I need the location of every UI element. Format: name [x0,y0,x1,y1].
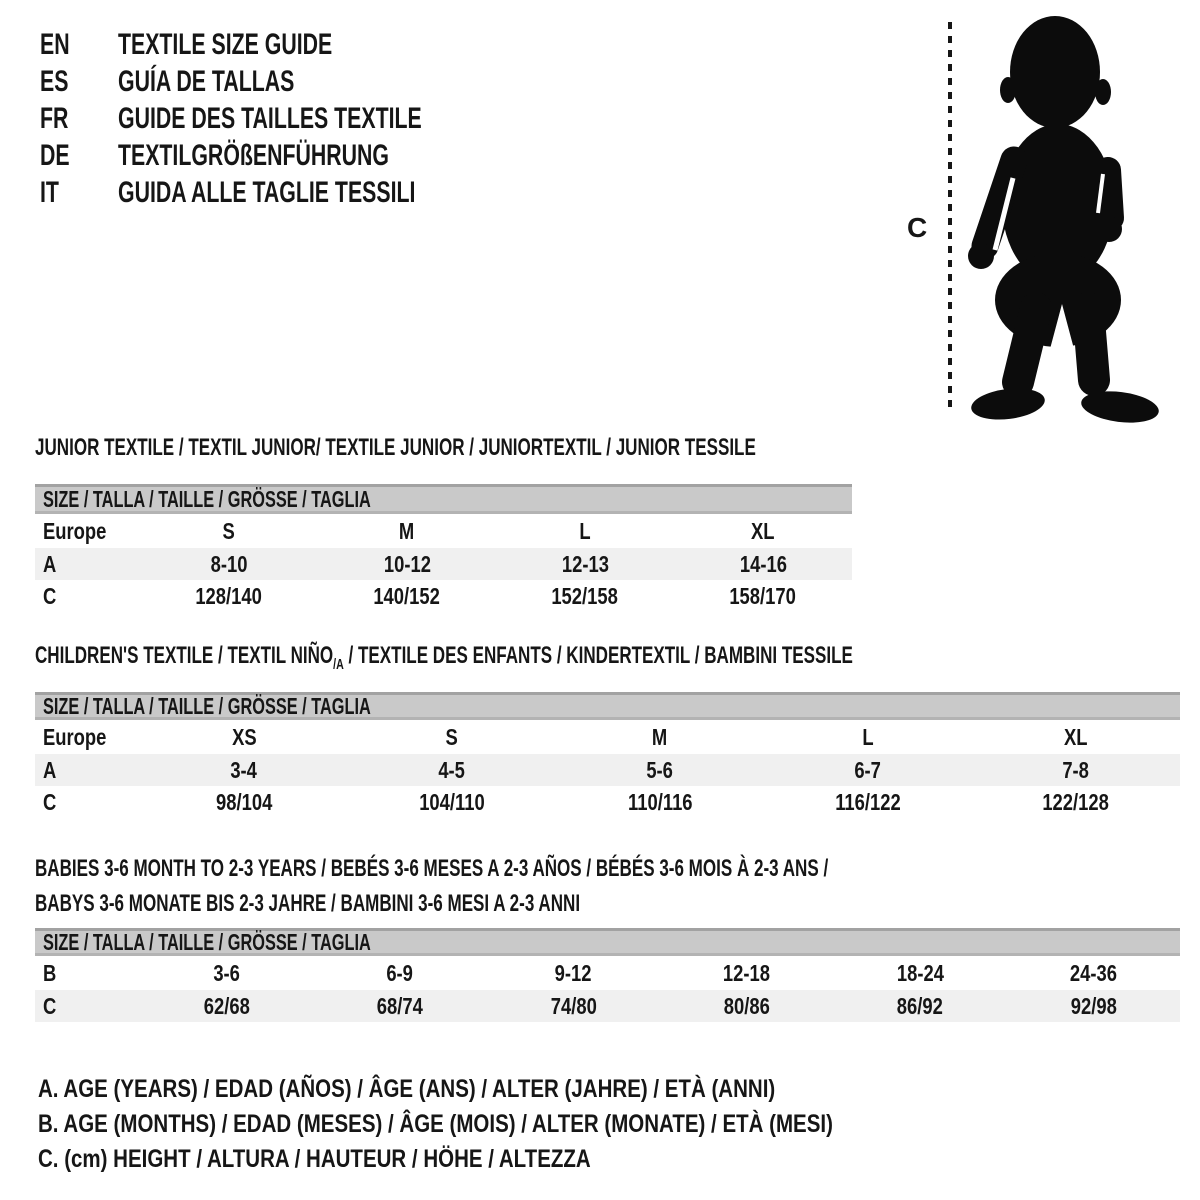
table-cell: XS [231,723,257,750]
size-table [35,484,852,612]
toddler-silhouette [900,8,1160,428]
figure-area [900,8,1160,428]
language-code: DE [40,138,70,172]
row-label: Europe [43,517,107,544]
row-label: Europe [43,723,107,750]
legend-line: A. AGE (YEARS) / EDAD (AÑOS) / ÂGE (ANS) / ALTER (JAHRE) / ETÀ (ANNI) [38,1075,776,1103]
table-cell: 158/170 [729,582,797,609]
table-cell: 110/116 [627,788,693,815]
table-cell: 104/110 [419,788,485,815]
language-code: ES [40,64,69,98]
table-data-row [35,754,1180,786]
table-cell: 3-6 [213,959,240,986]
table-cell: XL [1064,723,1088,750]
section-title-line: JUNIOR TEXTILE / TEXTIL JUNIOR/ TEXTILE JUNIOR / JUNIORTEXTIL / JUNIOR TESSILE [35,434,756,461]
table-cell: 6-9 [386,959,414,986]
section-junior-textile [35,433,852,613]
language-row [40,26,546,63]
toddler-body [968,16,1160,427]
table-cell: 3-4 [230,756,258,783]
row-label: C [43,582,57,609]
table-cell: 74/80 [550,992,597,1019]
table-cell: 7-8 [1062,756,1090,783]
table-cell: 6-7 [854,756,882,783]
language-code: FR [40,101,69,135]
size-table [35,928,1180,1022]
section-title [35,854,1152,924]
legend-line: C. (cm) HEIGHT / ALTURA / HAUTEUR / HÖHE / ALTEZZA [38,1145,591,1173]
table-cell: 68/74 [376,992,424,1019]
table-cell: 10-12 [383,550,431,577]
height-measure-label: C [907,212,928,243]
table-cell: 8-10 [210,550,248,577]
language-title: GUIDA ALLE TAGLIE TESSILI [118,175,416,209]
table-data-row [35,956,1180,990]
size-table [35,692,1180,818]
language-row [40,63,546,100]
table-cell: 152/158 [551,582,619,609]
table-size-row [35,514,852,548]
section-title [35,433,1050,463]
language-title: GUIDE DES TAILLES TEXTILE [118,101,422,135]
table-cell: 122/128 [1042,788,1110,815]
table-size-header: SIZE / TALLA / TAILLE / GRÖSSE / TAGLIA [35,928,1180,956]
table-cell: L [862,723,874,750]
table-cell: L [579,517,591,544]
language-title: TEXTILGRÖßENFÜHRUNG [118,138,389,172]
table-cell: 62/68 [203,992,250,1019]
table-data-row [35,990,1180,1022]
table-cell: S [222,517,236,544]
table-size-row [35,720,1180,754]
table-cell: 80/86 [723,992,770,1019]
table-cell: 128/140 [195,582,263,609]
table-cell: 24-36 [1069,959,1117,986]
table-cell: 140/152 [373,582,441,609]
section-title-line: BABIES 3-6 MONTH TO 2-3 YEARS / BEBÉS 3-6 MESES A 2-3 AÑOS / BÉBÉS 3-6 MOIS À 2-3 ANS / [35,855,829,882]
table-cell: 98/104 [215,788,273,815]
table-cell: 86/92 [896,992,944,1019]
table-data-row [35,548,852,580]
row-label: A [43,550,57,577]
table-cell: 12-13 [561,550,609,577]
table-cell: S [445,723,459,750]
table-cell: M [652,723,668,750]
table-data-row [35,580,852,612]
row-label: B [43,959,57,986]
section-title [35,641,1187,671]
language-row [40,137,546,174]
row-label: C [43,788,57,815]
language-code: IT [40,175,59,209]
language-title: TEXTILE SIZE GUIDE [118,27,333,61]
language-title: GUÍA DE TALLAS [118,64,295,98]
table-cell: M [399,517,415,544]
table-cell: 14-16 [739,550,787,577]
table-cell: 18-24 [896,959,944,986]
table-cell: 4-5 [438,756,466,783]
table-cell: 5-6 [646,756,674,783]
section-babies-textile [35,854,1180,1026]
table-cell: 12-18 [723,959,771,986]
row-label: A [43,756,57,783]
language-code: EN [40,27,70,61]
language-title-block [40,26,546,211]
table-size-header: SIZE / TALLA / TAILLE / GRÖSSE / TAGLIA [35,484,852,514]
language-row [40,100,546,137]
table-data-row [35,786,1180,818]
section-childrens-textile [35,641,1180,821]
table-cell: 9-12 [554,959,592,986]
measure-legend [38,1072,1007,1177]
table-cell: XL [751,517,775,544]
section-title-line: CHILDREN'S TEXTILE / TEXTIL $NIÑO_{/A}$ / TEXTILE DES ENFANTS / KINDERTEXTIL / BAMBINI TESSILE [35,642,853,673]
section-title-line: BABYS 3-6 MONATE BIS 2-3 JAHRE / BAMBINI 3-6 MESI A 2-3 ANNI [35,890,581,917]
row-label: C [43,992,57,1019]
table-size-header: SIZE / TALLA / TAILLE / GRÖSSE / TAGLIA [35,692,1180,720]
table-cell: 116/122 [835,788,901,815]
table-cell: 92/98 [1070,992,1117,1019]
language-row [40,174,546,211]
legend-line: B. AGE (MONTHS) / EDAD (MESES) / ÂGE (MOIS) / ALTER (MONATE) / ETÀ (MESI) [38,1110,833,1138]
